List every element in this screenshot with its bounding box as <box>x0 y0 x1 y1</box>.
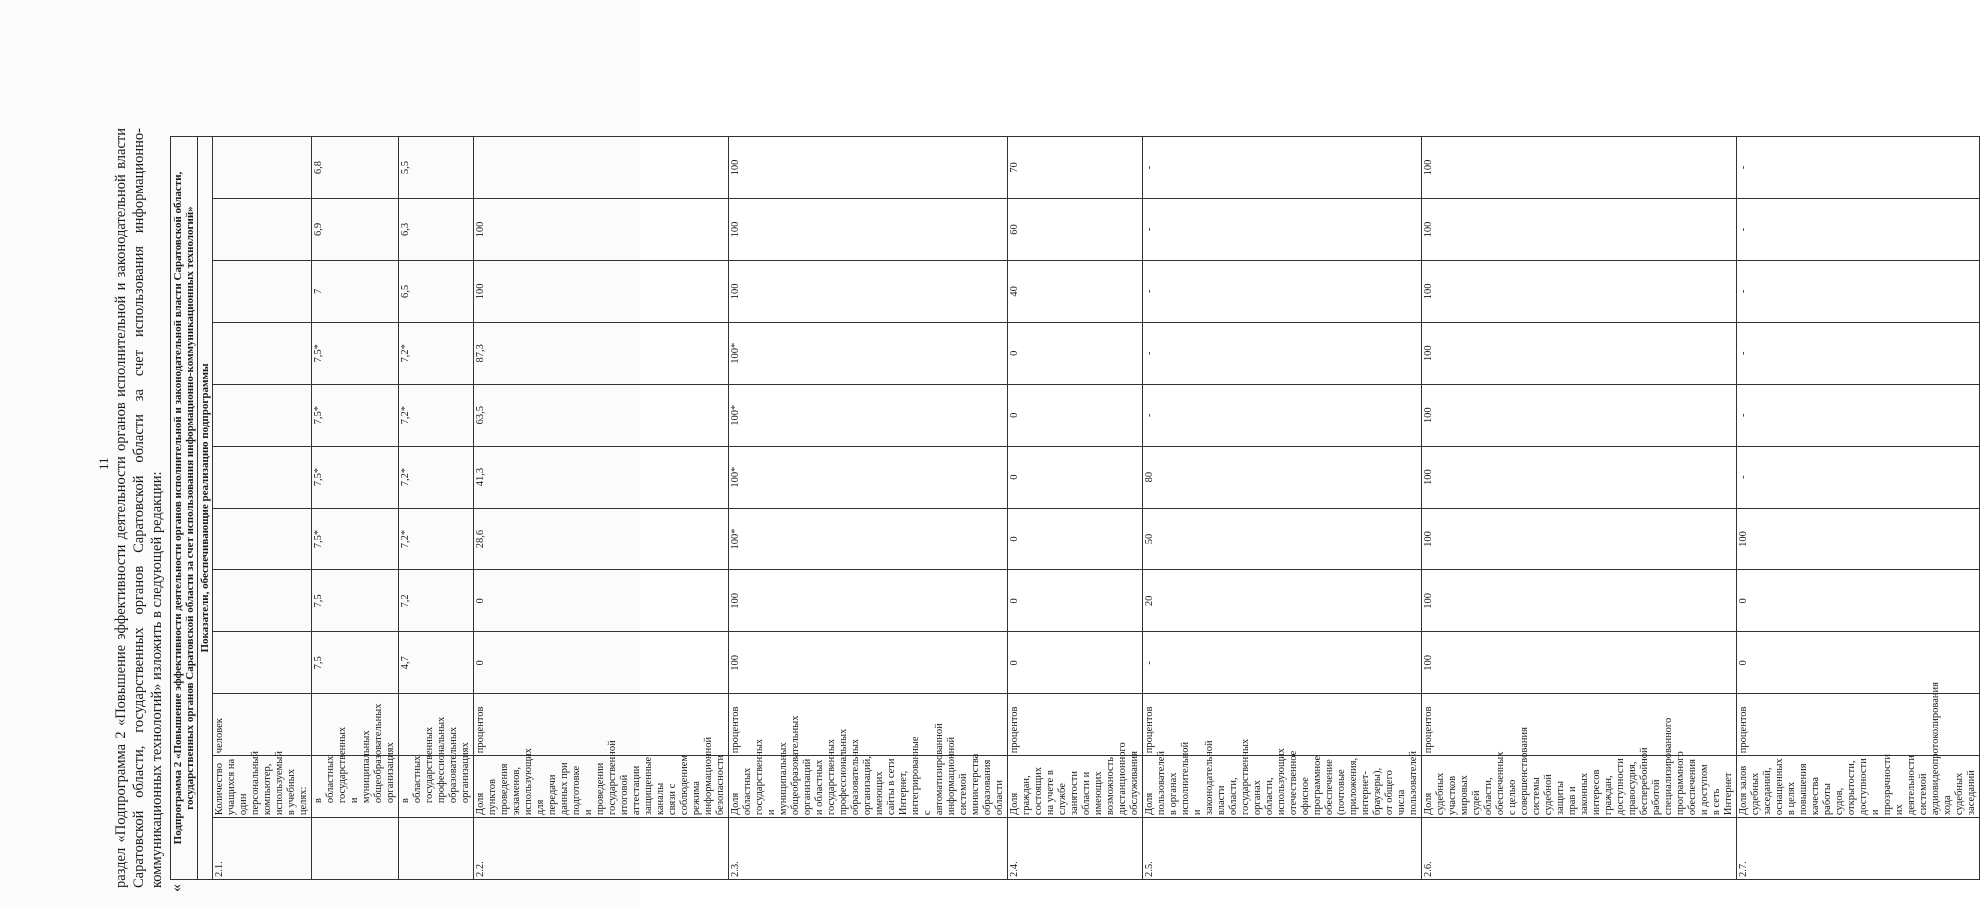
indicator-text: в областных государственных и муниципальных общеобразовательных организациях <box>312 756 399 818</box>
unit-cell: процентов <box>1143 694 1422 756</box>
value-cell: - <box>1737 322 1980 384</box>
value-cell <box>213 137 312 199</box>
value-cell: 7,5* <box>312 384 399 446</box>
row-number: 2.1. <box>213 818 312 880</box>
value-cell: 100* <box>729 508 1008 570</box>
value-cell: 60 <box>1008 199 1143 261</box>
value-cell <box>474 137 729 199</box>
value-cell: 100 <box>474 199 729 261</box>
table-row <box>1422 137 1737 880</box>
value-cell: 100 <box>1737 508 1980 570</box>
value-cell <box>213 384 312 446</box>
row-number <box>312 818 399 880</box>
unit-cell: процентов <box>1737 694 1980 756</box>
value-cell: 100 <box>1422 570 1737 632</box>
row-number: 2.7. <box>1737 818 1980 880</box>
value-cell: 28,6 <box>474 508 729 570</box>
table-row <box>1737 137 1980 880</box>
value-cell <box>213 632 312 694</box>
row-number: 2.4. <box>1008 818 1143 880</box>
value-cell: 100* <box>729 322 1008 384</box>
value-cell: - <box>1737 384 1980 446</box>
table-row <box>312 137 399 880</box>
value-cell: 7,2* <box>399 322 474 384</box>
unit-cell: процентов <box>1422 694 1737 756</box>
value-cell: 100 <box>1422 260 1737 322</box>
table-row <box>399 137 474 880</box>
value-cell: 100 <box>729 199 1008 261</box>
indicator-text: Доля граждан, состоящих на учете в службе занятости области и имеющих возможность дистанционного обслуживания <box>1008 756 1143 818</box>
value-cell: 7,5* <box>312 508 399 570</box>
value-cell: 100* <box>729 384 1008 446</box>
value-cell: 7,5* <box>312 322 399 384</box>
value-cell: 0 <box>1737 570 1980 632</box>
value-cell: 100 <box>729 570 1008 632</box>
row-number: 2.5. <box>1143 818 1422 880</box>
value-cell: 0 <box>474 570 729 632</box>
value-cell: 0 <box>1008 570 1143 632</box>
value-cell: - <box>1143 322 1422 384</box>
row-number: 2.6. <box>1422 818 1737 880</box>
value-cell: 7,2* <box>399 446 474 508</box>
value-cell: 0 <box>1008 632 1143 694</box>
table-row <box>1143 137 1422 880</box>
intro-text: раздел «Подпрограмма 2 «Повышение эффективности деятельности органов исполнительной и законодательной власти Саратовской области, государственных органов Саратовской области за счет использования информационно-коммуникационных технологий» изложить в следующей редакции: <box>113 128 165 888</box>
table-row <box>729 137 1008 880</box>
unit-cell: процентов <box>729 694 1008 756</box>
value-cell: 100 <box>1422 384 1737 446</box>
row-number: 2.2. <box>474 818 729 880</box>
value-cell: 0 <box>474 632 729 694</box>
row-number <box>399 818 474 880</box>
value-cell: 6,5 <box>399 260 474 322</box>
intro-paragraph <box>112 128 166 888</box>
value-cell: - <box>1143 199 1422 261</box>
value-cell: - <box>1737 260 1980 322</box>
indicator-text: Количество учащихся на один персональный компьютер, используемый в учебных целях: <box>213 756 312 818</box>
section-header: Показатели, обеспечивающие реализацию подпрограммы <box>198 137 213 880</box>
value-cell: 100 <box>729 260 1008 322</box>
row-number: 2.3. <box>729 818 1008 880</box>
value-cell: 0 <box>1008 508 1143 570</box>
value-cell: 7 <box>312 260 399 322</box>
value-cell <box>213 199 312 261</box>
value-cell: 87,3 <box>474 322 729 384</box>
value-cell: 100 <box>1422 137 1737 199</box>
value-cell: 100 <box>1422 446 1737 508</box>
value-cell: - <box>1143 384 1422 446</box>
value-cell: - <box>1143 137 1422 199</box>
value-cell: 100* <box>729 446 1008 508</box>
value-cell <box>213 322 312 384</box>
unit-cell: процентов <box>1008 694 1143 756</box>
value-cell: 20 <box>1143 570 1422 632</box>
page-number: 11 <box>96 457 111 470</box>
table-row <box>213 137 312 880</box>
value-cell: 100 <box>474 260 729 322</box>
value-cell: - <box>1737 199 1980 261</box>
indicators-table <box>170 136 1980 880</box>
value-cell: 6,8 <box>312 137 399 199</box>
value-cell: 50 <box>1143 508 1422 570</box>
value-cell: - <box>1737 137 1980 199</box>
indicator-text: в областных государственных профессиональных образовательных организациях <box>399 756 474 818</box>
value-cell <box>213 570 312 632</box>
value-cell: 7,2 <box>399 570 474 632</box>
value-cell: 7,5 <box>312 570 399 632</box>
value-cell: 40 <box>1008 260 1143 322</box>
indicator-text: Доля пунктов проведения экзаменов, использующих для передачи данных при подготовке и проведении государственной итоговой аттестации защищенные каналы связи с соблюдением режима информационной безопасности <box>474 756 729 818</box>
value-cell: 6,3 <box>399 199 474 261</box>
value-cell: - <box>1143 632 1422 694</box>
value-cell: - <box>1737 446 1980 508</box>
open-quote: « <box>168 884 185 892</box>
value-cell: 41,3 <box>474 446 729 508</box>
value-cell: 6,9 <box>312 199 399 261</box>
value-cell: 4,7 <box>399 632 474 694</box>
value-cell: 7,2* <box>399 508 474 570</box>
value-cell: 100 <box>1422 508 1737 570</box>
value-cell: 0 <box>1008 322 1143 384</box>
value-cell: 80 <box>1143 446 1422 508</box>
subprogram-title: Подпрограмма 2 «Повышение эффективности деятельности органов исполнительной и законодательной власти Саратовской области, государственных органов Саратовской области за счет использования информационно-коммуникационных технологий» <box>171 137 198 880</box>
value-cell: 63,5 <box>474 384 729 446</box>
indicator-text: Доля областных государственных и муниципальных общеобразовательных организаций и областных государственных профессиональных образовательных организаций, имеющих сайты в сети Интернет, интегрированные с автоматизированной информационной системой министерства образования области <box>729 756 1008 818</box>
table-row <box>1008 137 1143 880</box>
value-cell: 70 <box>1008 137 1143 199</box>
value-cell <box>213 260 312 322</box>
value-cell: 5,5 <box>399 137 474 199</box>
value-cell: 0 <box>1008 384 1143 446</box>
value-cell: 7,5* <box>312 446 399 508</box>
indicator-text: Доля залов судебных заседаний, оснащенных в целях повышения качества работы судов, открытости, доступности и прозрачности их деятельности системой аудиовидеопротоколирования хода судебных заседаний <box>1737 756 1980 818</box>
value-cell: 100 <box>729 632 1008 694</box>
value-cell: 100 <box>729 137 1008 199</box>
value-cell: 0 <box>1737 632 1980 694</box>
value-cell: 100 <box>1422 632 1737 694</box>
unit-cell: человек <box>213 694 312 756</box>
value-cell: 0 <box>1008 446 1143 508</box>
unit-cell: процентов <box>474 694 729 756</box>
value-cell: 7,5 <box>312 632 399 694</box>
value-cell: 100 <box>1422 322 1737 384</box>
rotated-content <box>112 12 1977 892</box>
value-cell <box>213 508 312 570</box>
value-cell <box>213 446 312 508</box>
value-cell: - <box>1143 260 1422 322</box>
value-cell: 100 <box>1422 199 1737 261</box>
value-cell: 7,2* <box>399 384 474 446</box>
indicator-text: Доля пользователей в органах исполнительной и законодательной власти области, государственных органах области, использующих отечественное офисное программное обеспечение (почтовые приложения, интернет-браузеры), от общего числа пользователей <box>1143 756 1422 818</box>
table-row <box>474 137 729 880</box>
indicator-text: Доля судебных участков мировых судей области, обеспеченных с целью совершенствования системы судебной защиты прав и законных интересов граждан, доступности правосудия, бесперебойной работой специализированного программного обеспечения и доступом в сеть Интернет <box>1422 756 1737 818</box>
